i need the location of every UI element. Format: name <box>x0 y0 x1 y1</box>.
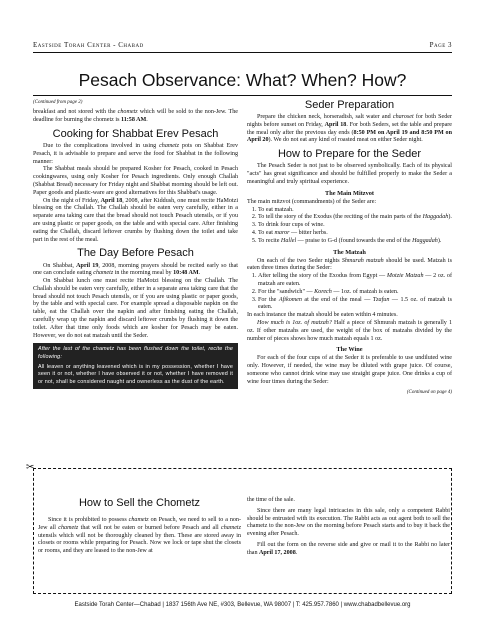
title-rule <box>33 95 452 96</box>
paragraph: Due to the complications involved in using chametz pots on Shabbat Erev Pesach, it is advisable to prepare and serve the food for Shabbat in the following manner: <box>33 143 238 165</box>
declaration-lead: After the last of the chametz has been flushed down the toilet, recite the following: <box>38 346 233 360</box>
list-item: 1. After telling the story of the Exodus from Egypt — Motzie Matzah — 2 oz. of matzah are eaten. <box>258 273 452 289</box>
paragraph: breakfast and not stored with the chometz which will be sold to the non-Jew. The deadline for burning the chometz is 11:58 AM. <box>33 109 238 124</box>
section-heading-day-before: The Day Before Pesach <box>77 247 194 260</box>
declaration-text: All leaven or anything leavened which is in my possession, whether I have seen it or not, whether I have observed it or not, whether I have removed it or not, shall be considered naught and ownerless as the dust of the earth. <box>38 364 233 385</box>
left-column <box>33 100 238 389</box>
paragraph: How much is 1oz. of matzah? Half a piece of Shmurah matzah is generally 1 oz. If other matzahs are used, the weight of the box of matzahs divided by the number of pieces shows how much matzah equals 1 oz. <box>247 319 452 342</box>
continued-from: (Continued from page 2) <box>33 100 83 105</box>
list-item: 1. To eat matzah. <box>258 207 452 215</box>
sell-right-column <box>247 497 450 558</box>
paragraph: On Shabbat lunch one must recite HaMotzi blessing on the Challah. The Challah should be eaten very carefully, either in a separate area taking care that the bread should not touch Pesach utensils, or if you are using plastic or paper goods, by the table and with special care. For example spread a disposable napkin on the table, eat the Challah over the napkin and after finishing eating the Challah, carefully wrap up the napkin and discard leftover crumbs by flushing it down the toilet. After that time only foods which are kosher for Pesach may be eaten. However, we do not eat matzah until the Seder. <box>33 278 238 339</box>
list-item: 2. To tell the story of the Exodus (the reciting of the main parts of the Haggadah). <box>258 214 452 222</box>
section-heading-cooking: Cooking for Shabbat Erev Pesach <box>52 127 219 140</box>
paragraph: The Shabbat meals should be prepared Kosher for Pesach, cooked in Pesach cookingwares, using only Kosher for Pesach ingredients. Only enough Challah (Shabbat Bread) necessary for Friday night and Shabbat morning should be left out. Paper goods and plastic-ware are good alternatives for this Shabbat's usage. <box>33 166 238 196</box>
mitzvot-list <box>247 207 452 246</box>
matzah-list <box>247 273 452 312</box>
list-item: 5. To recite Hallel — praise to G-d (found towards the end of the Haggadah). <box>258 238 452 246</box>
paragraph: In each instance the matzah should be eaten within 4 minutes. <box>247 312 398 319</box>
subheading-matzah: The Matzah <box>333 248 366 256</box>
page-header <box>33 41 452 49</box>
list-item: 3. To drink four cups of wine. <box>258 222 452 230</box>
list-item: 4. To eat maror — bitter herbs. <box>258 230 452 238</box>
section-heading-seder-prep: Seder Preparation <box>304 99 395 111</box>
page-title: Pesach Observance: What? When? How? <box>78 70 407 90</box>
paragraph: the time of the sale. <box>247 497 295 503</box>
paragraph: Since it is prohibited to possess chametz on Pesach, we need to sell to a non-Jew all chametz that will not be eaten or burned before Pesach and all chametz utensils which will not be thoroughly cleaned by then. These are stored away in closets or rooms while preparing for Pesach. Now we lock or tape shut the closets or rooms, and they are leased to the non-Jew at <box>38 517 241 555</box>
continued-on: (Continued on page 4) <box>406 389 452 395</box>
list-item: 3. For the Afikomen at the end of the meal — Tzafun — 1.5 oz. of matzah is eaten. <box>258 297 452 313</box>
paragraph: On each of the two Seder nights Shmurah matzah should be used. Matzah is eaten three times during the Seder: <box>247 257 453 272</box>
subheading-wine: The Wine <box>336 346 363 354</box>
paragraph: The Pesach Seder is not just to be observed symbolically. Each of its physical "acts" has great significance and should be fulfilled properly to make the Seder a meaningful and truly spiritual experience. <box>247 163 452 185</box>
header-org: Eastside Torah Center - Chabad <box>33 41 144 49</box>
sell-left-column <box>38 476 241 556</box>
paragraph: Fill out the form on the reverse side and give or mail it to the Rabbi no later than April 17, 2008. <box>247 541 450 556</box>
paragraph: Since there are many legal intricacies in this sale, only a competent Rabbi should be entrusted with its execution. The Rabbi acts as out agent both to sell the chametz to the non-Jew on the morning before Pesach starts and to buy it back the evening after Pesach. <box>247 507 450 538</box>
paragraph: The main mitzvot (commandments) of the Seder are: <box>247 198 377 205</box>
paragraph: Prepare the chicken neck, horseradish, salt water and charoset for both Seder nights before sunset on Friday, April 18. For both Seders, set the table and prepare the meal only after the previous day ends (8:50 PM on April 19 and 8:50 PM on April 20). We do not eat any kind of roasted meat on either Seder night. <box>247 114 453 144</box>
sell-heading: How to Sell the Chometz <box>78 497 201 509</box>
section-heading-how-to-prepare: How to Prepare for the Seder <box>277 148 422 161</box>
right-column <box>247 98 452 396</box>
paragraph: For each of the four cups of at the Seder it is preferable to use undiluted wine only. However, if needed, the wine may be diluted with grape juice. Of course, someone who cannot drink wine may use straight grape juice. One drinks a cup of wine four times during the Seder: <box>247 355 452 385</box>
declaration-box <box>33 343 238 388</box>
paragraph: On the night of Friday, April 18, 2008, after Kiddush, one must recite HaMotzi blessing on the Challah. The Challah should be eaten very carefully, either in a separate area taking care that the bread should not touch Pesach utensils, or if you are using plastic or paper goods, on the table and with special care. After finishing eating the Challah, discard leftover crumbs by flushing down the toilet and take part in the rest of the meal. <box>33 197 239 243</box>
subheading-main-mitzvot: The Main Mitzvot <box>325 189 374 197</box>
header-page-number: Page 3 <box>429 41 452 49</box>
scissors-icon: ✂ <box>26 462 35 473</box>
list-item: 2. For the "sandwich" — Korech — 1oz. of matzah is eaten. <box>258 289 452 297</box>
page-footer: Eastside Torah Center—Chabad | 1837 156th Ave NE, #303, Bellevue, WA 98007 | T: 425.957.7860 | www.chabadbellevue.org <box>74 602 411 608</box>
header-rule <box>33 52 452 53</box>
paragraph: On Shabbat, April 19, 2008, morning prayers should be recited early so that one can conclude eating chametz in the morning meal by 10:48 AM. <box>33 262 238 277</box>
